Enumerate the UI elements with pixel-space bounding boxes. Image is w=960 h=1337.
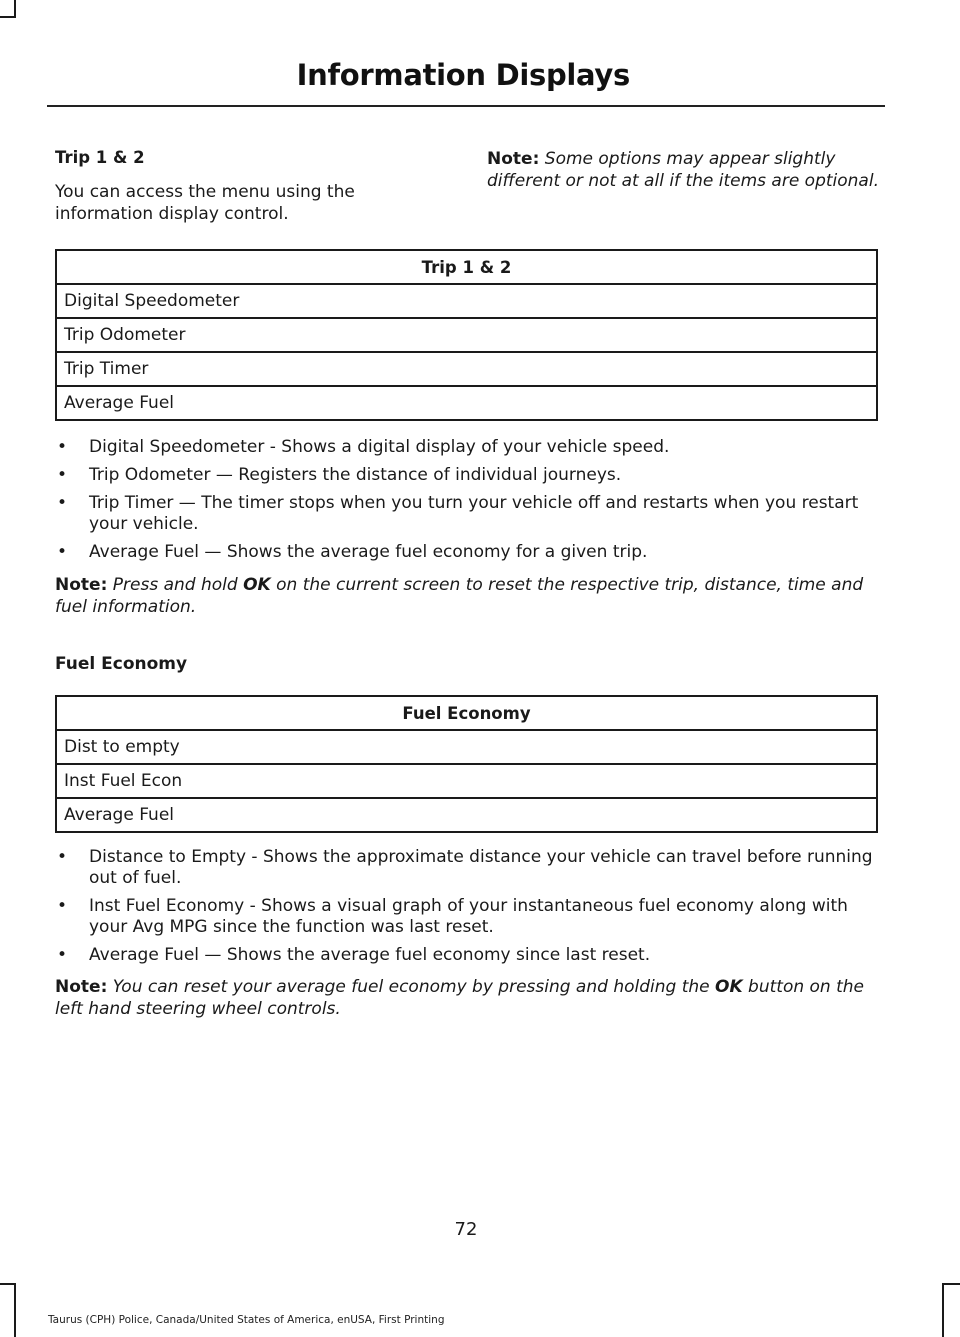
- intro-note: [487, 148, 887, 192]
- list-item: [55, 465, 880, 486]
- page-header-title: Information Displays: [296, 58, 630, 92]
- fuel-table-row: Inst Fuel Econ: [56, 764, 877, 798]
- crop-mark-bottom-right: [942, 1285, 944, 1337]
- bullet-glyph: •: [57, 465, 68, 485]
- trip-note: [55, 574, 880, 618]
- list-item: [55, 896, 880, 938]
- list-item-text: Distance to Empty - Shows the approximate distance your vehicle can travel before running out of fuel.: [89, 847, 873, 888]
- trip-table-header: Trip 1 & 2: [56, 250, 877, 284]
- note-ok-keyword: OK: [243, 575, 271, 595]
- fuel-bullet-list: [55, 847, 880, 973]
- trip-menu-table: [55, 249, 878, 421]
- list-item-text: Average Fuel — Shows the average fuel economy since last reset.: [89, 945, 651, 965]
- trip-bullet-list: [55, 437, 880, 570]
- header-divider: [47, 105, 885, 107]
- crop-mark-bottom-left-h: [0, 1283, 16, 1285]
- fuel-table-row: Average Fuel: [56, 798, 877, 832]
- crop-mark-top-left-h: [0, 16, 16, 18]
- list-item-text: Trip Timer — The timer stops when you turn your vehicle off and restarts when you restart your vehicle.: [89, 493, 859, 534]
- intro-left-column: [55, 148, 455, 225]
- note-text-before: You can reset your average fuel economy by pressing and holding the: [112, 977, 716, 997]
- intro-paragraph: You can access the menu using the information display control.: [55, 182, 355, 224]
- crop-mark-bottom-right-h: [942, 1283, 960, 1285]
- fuel-section-heading: Fuel Economy: [55, 654, 188, 674]
- page-number: 72: [454, 1219, 478, 1240]
- fuel-menu-table: [55, 695, 878, 833]
- list-item-text: Inst Fuel Economy - Shows a visual graph of your instantaneous fuel economy along with your Avg MPG since the function was last reset.: [89, 896, 848, 937]
- note-label: Note:: [487, 149, 540, 169]
- trip-table-row: Trip Odometer: [56, 318, 877, 352]
- bullet-glyph: •: [57, 945, 68, 965]
- trip-subheading: Trip 1 & 2: [55, 148, 145, 167]
- note-label: Note:: [55, 575, 108, 595]
- bullet-glyph: •: [57, 896, 68, 916]
- note-text: Some options may appear slightly different or not at all if the items are optional.: [487, 149, 879, 191]
- list-item-text: Average Fuel — Shows the average fuel economy for a given trip.: [89, 542, 648, 562]
- list-item-text: Digital Speedometer - Shows a digital display of your vehicle speed.: [89, 437, 670, 457]
- footer-publication-info: Taurus (CPH) Police, Canada/United States of America, enUSA, First Printing: [48, 1314, 445, 1326]
- trip-table-row: Digital Speedometer: [56, 284, 877, 318]
- list-item: [55, 847, 880, 889]
- fuel-table-row: Dist to empty: [56, 730, 877, 764]
- list-item: [55, 945, 880, 966]
- fuel-note: [55, 976, 880, 1020]
- list-item: [55, 493, 880, 535]
- crop-mark-bottom-left: [14, 1285, 16, 1337]
- list-item: [55, 437, 880, 458]
- fuel-table-header: Fuel Economy: [56, 696, 877, 730]
- note-label: Note:: [55, 977, 108, 997]
- note-text-after: button on the left hand steering wheel controls.: [55, 977, 864, 1019]
- trip-table-row: Average Fuel: [56, 386, 877, 420]
- intro-right-column: [487, 148, 887, 192]
- list-item: [55, 542, 880, 563]
- bullet-glyph: •: [57, 542, 68, 562]
- trip-table-row: Trip Timer: [56, 352, 877, 386]
- note-text-after: on the current screen to reset the respective trip, distance, time and fuel information.: [55, 575, 864, 617]
- bullet-glyph: •: [57, 847, 68, 867]
- note-text-before: Press and hold: [112, 575, 244, 595]
- bullet-glyph: •: [57, 493, 68, 513]
- bullet-glyph: •: [57, 437, 68, 457]
- note-ok-keyword: OK: [715, 977, 743, 997]
- list-item-text: Trip Odometer — Registers the distance of individual journeys.: [89, 465, 622, 485]
